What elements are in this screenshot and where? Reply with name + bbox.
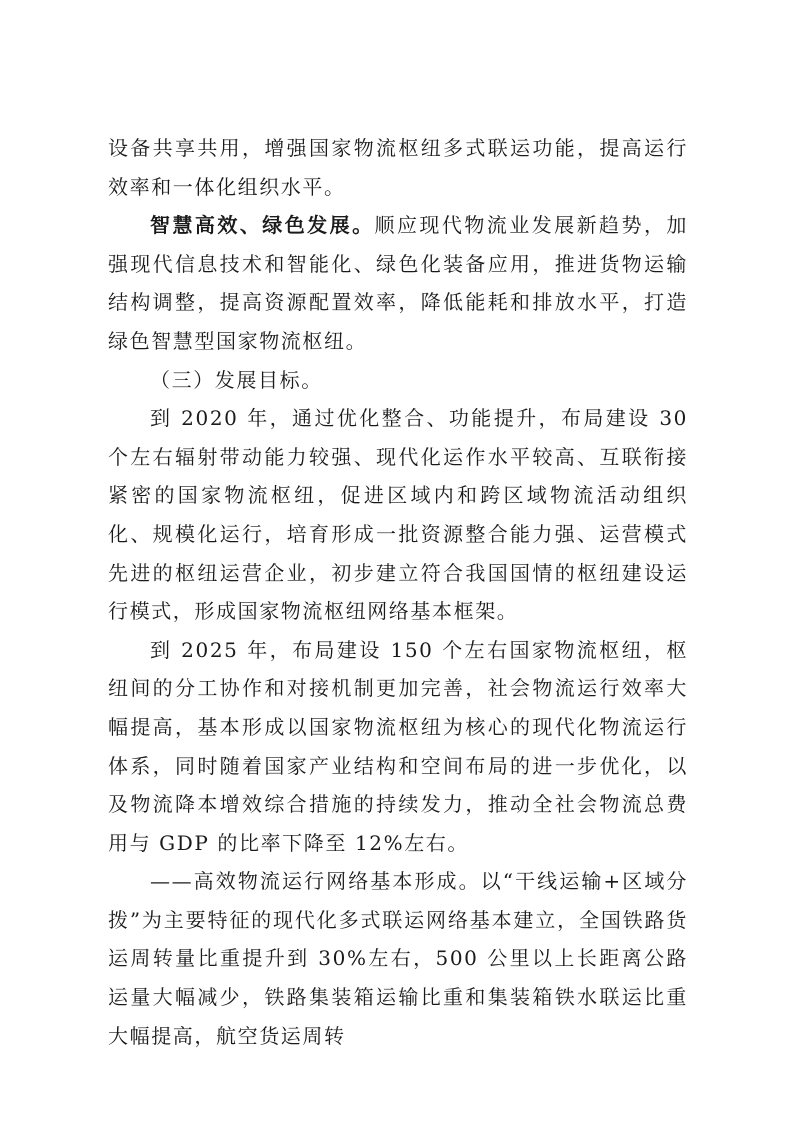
paragraph-1 <box>108 129 688 206</box>
paragraph-smart-green-lead: 智慧高效、绿色发展。 <box>150 213 375 238</box>
section-heading-goals <box>108 361 688 400</box>
paragraph-2025-goal <box>108 631 688 863</box>
paragraph-2020-goal-text: 到 2020 年，通过优化整合、功能提升，布局建设 30 个左右辐射带动能力较强、现代化运作水平较高、互联衔接紧密的国家物流枢纽，促进区域内和跨区域物流活动组织化、规模化运行，培育形成一批资源整合能力强、运营模式先进的枢纽运营企业，初步建立符合我国国情的枢纽建设运行模式，形成国家物流枢纽网络基本框架。 <box>108 406 688 624</box>
paragraph-smart-green <box>108 206 688 360</box>
document-page <box>108 129 688 1055</box>
section-heading-goals-text: （三）发展目标。 <box>150 367 323 392</box>
paragraph-2025-goal-text: 到 2025 年，布局建设 150 个左右国家物流枢纽，枢纽间的分工协作和对接机制更加完善，社会物流运行效率大幅提高，基本形成以国家物流枢纽为核心的现代化物流运行体系，同时随着国家产业结构和空间布局的进一步优化，以及物流降本增效综合措施的持续发力，推动全社会物流总费用与 GDP 的比率下降至 12%左右。 <box>108 637 688 855</box>
paragraph-network <box>108 862 688 1055</box>
paragraph-2020-goal <box>108 399 688 631</box>
paragraph-smart-green-text: 顺应现代物流业发展新趋势，加强现代信息技术和智能化、绿色化装备应用，推进货物运输结构调整，提高资源配置效率，降低能耗和排放水平，打造绿色智慧型国家物流枢纽。 <box>108 213 689 353</box>
paragraph-network-text: 以“干线运输+区域分拨”为主要特征的现代化多式联运网络基本建立，全国铁路货运周转量比重提升到 30%左右，500 公里以上长距离公路运量大幅减少，铁路集装箱运输比重和集装箱铁水联运比重大幅提高，航空货运周转 <box>108 869 689 1048</box>
paragraph-network-lead: ——高效物流运行网络基本形成。 <box>150 869 481 894</box>
paragraph-1-text: 设备共享共用，增强国家物流枢纽多式联运功能，提高运行效率和一体化组织水平。 <box>108 136 688 199</box>
